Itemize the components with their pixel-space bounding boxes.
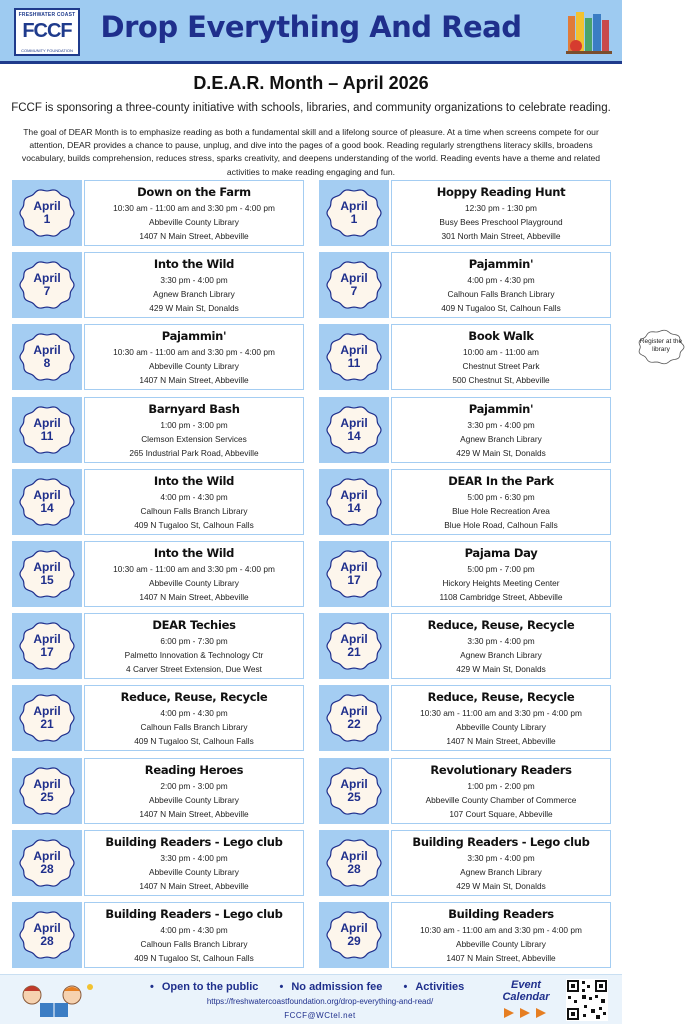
event-title: Reading Heroes xyxy=(144,762,244,777)
event-row xyxy=(319,902,611,968)
event-venue: Chestnut Street Park xyxy=(462,361,540,372)
event-title: Pajammin' xyxy=(161,329,227,344)
header-banner xyxy=(0,0,622,64)
event-month: April xyxy=(33,704,61,719)
event-venue: Agnew Branch Library xyxy=(153,289,235,300)
event-month: April xyxy=(33,559,61,574)
event-date xyxy=(326,778,382,804)
date-badge xyxy=(19,838,75,888)
event-date-panel xyxy=(319,685,389,751)
event-time: 4:00 pm - 4:30 pm xyxy=(160,491,228,502)
event-info xyxy=(84,613,304,679)
event-day: 11 xyxy=(40,428,54,443)
event-row xyxy=(12,613,304,679)
event-row xyxy=(319,830,611,896)
event-date-panel xyxy=(319,252,389,318)
event-date-panel xyxy=(12,324,82,390)
event-month: April xyxy=(340,920,368,935)
event-row xyxy=(12,758,304,824)
event-month: April xyxy=(33,848,61,863)
event-venue: Agnew Branch Library xyxy=(460,433,542,444)
event-month: April xyxy=(340,776,368,791)
date-badge xyxy=(326,260,382,310)
event-row xyxy=(12,830,304,896)
event-address: 409 N Tugaloo St, Calhoun Falls xyxy=(134,952,254,963)
event-time: 5:00 pm - 6:30 pm xyxy=(467,491,535,502)
event-day: 21 xyxy=(40,717,54,732)
event-date xyxy=(326,272,382,298)
event-time: 4:00 pm - 4:30 pm xyxy=(467,275,535,286)
event-date-panel xyxy=(12,685,82,751)
event-venue: Agnew Branch Library xyxy=(460,866,542,877)
event-day: 1 xyxy=(350,212,358,226)
event-title: Reduce, Reuse, Recycle xyxy=(427,618,575,633)
event-month: April xyxy=(340,632,368,647)
event-time: 5:00 pm - 7:00 pm xyxy=(467,563,535,574)
event-time: 3:30 pm - 4:00 pm xyxy=(467,852,535,863)
event-date xyxy=(326,633,382,659)
date-badge xyxy=(326,188,382,238)
event-info xyxy=(84,252,304,318)
event-venue: Agnew Branch Library xyxy=(460,650,542,661)
event-info xyxy=(391,902,611,968)
register-note-badge xyxy=(637,329,685,365)
event-day: 25 xyxy=(40,789,54,804)
event-address: 1407 N Main Street, Abbeville xyxy=(446,736,556,747)
event-month: April xyxy=(33,776,61,791)
event-address: 265 Industrial Park Road, Abbeville xyxy=(129,447,259,458)
event-title: Pajammin' xyxy=(468,257,534,272)
events-column-right xyxy=(319,180,683,974)
event-month: April xyxy=(340,271,368,286)
event-date-panel xyxy=(319,324,389,390)
event-info xyxy=(391,830,611,896)
event-day: 25 xyxy=(347,789,361,804)
event-address: 429 W Main St, Donalds xyxy=(456,664,546,675)
event-date xyxy=(326,850,382,876)
event-info xyxy=(84,397,304,463)
event-date xyxy=(19,850,75,876)
event-address: 1407 N Main Street, Abbeville xyxy=(139,808,249,819)
event-date-panel xyxy=(12,758,82,824)
event-title: Barnyard Bash xyxy=(148,401,240,416)
event-title: Pajama Day xyxy=(464,545,538,560)
event-month: April xyxy=(340,487,368,502)
event-address: 500 Chestnut St, Abbeville xyxy=(452,375,550,386)
event-date xyxy=(19,561,75,587)
fccf-logo xyxy=(14,8,80,56)
event-date-panel xyxy=(319,469,389,535)
event-title: Hoppy Reading Hunt xyxy=(436,185,566,199)
event-venue: Calhoun Falls Branch Library xyxy=(140,505,248,516)
event-month: April xyxy=(33,271,61,286)
footer xyxy=(0,974,622,1024)
date-badge xyxy=(326,766,382,816)
event-day: 29 xyxy=(347,933,361,948)
event-month: April xyxy=(33,343,61,358)
event-day: 28 xyxy=(40,933,54,948)
event-row xyxy=(319,685,611,751)
event-info xyxy=(391,180,611,246)
event-info xyxy=(391,397,611,463)
date-badge xyxy=(326,332,382,382)
event-time: 10:00 am - 11:00 am xyxy=(463,347,539,358)
event-time: 1:00 pm - 3:00 pm xyxy=(160,419,228,430)
date-badge xyxy=(19,405,75,455)
event-date xyxy=(326,344,382,370)
calendar-label-line1: Event xyxy=(511,979,541,991)
event-month: April xyxy=(33,415,61,430)
event-title: Into the Wild xyxy=(153,473,235,488)
event-title: Reduce, Reuse, Recycle xyxy=(427,690,575,705)
event-title: Pajammin' xyxy=(468,401,534,416)
date-badge xyxy=(19,621,75,671)
date-badge xyxy=(19,766,75,816)
event-date xyxy=(19,633,75,659)
event-title: Into the Wild xyxy=(153,257,235,272)
event-day: 7 xyxy=(43,284,51,299)
event-date-panel xyxy=(319,613,389,679)
event-venue: Busy Bees Preschool Playground xyxy=(439,217,563,227)
logo-bottom-text: COMMUNITY FOUNDATION xyxy=(21,48,73,53)
date-badge xyxy=(19,477,75,527)
kids-reading-icon xyxy=(10,981,98,1021)
event-info xyxy=(84,902,304,968)
event-date xyxy=(19,344,75,370)
event-date-panel xyxy=(12,180,82,246)
event-address: 301 North Main Street, Abbeville xyxy=(441,231,561,241)
arrow-right-icon xyxy=(502,1007,552,1019)
event-day: 21 xyxy=(347,645,361,660)
events-column-left xyxy=(12,180,304,974)
event-month: April xyxy=(340,848,368,863)
event-row xyxy=(319,613,611,679)
event-info xyxy=(391,685,611,751)
event-date xyxy=(19,272,75,298)
event-title: Building Readers - Lego club xyxy=(412,834,590,849)
event-address: 409 N Tugaloo St, Calhoun Falls xyxy=(134,736,254,747)
event-time: 1:00 pm - 2:00 pm xyxy=(467,780,535,791)
event-address: 429 W Main St, Donalds xyxy=(456,447,546,458)
event-venue: Abbeville County Library xyxy=(149,361,239,372)
subtitle: FCCF is sponsoring a three-county initiative with schools, libraries, and community organizations to celebrate reading. xyxy=(11,102,611,114)
event-row xyxy=(319,252,611,318)
event-info xyxy=(84,469,304,535)
event-month: April xyxy=(340,559,368,574)
event-date-panel xyxy=(12,397,82,463)
event-day: 1 xyxy=(43,212,51,226)
event-date xyxy=(326,922,382,948)
event-month: April xyxy=(340,343,368,358)
event-info xyxy=(84,324,304,390)
event-row xyxy=(12,685,304,751)
event-row xyxy=(12,324,304,390)
event-row xyxy=(12,902,304,968)
event-time: 12:30 pm - 1:30 pm xyxy=(465,203,537,213)
date-badge xyxy=(326,477,382,527)
event-time: 3:30 pm - 4:00 pm xyxy=(467,636,535,647)
event-date-panel xyxy=(319,180,389,246)
event-title: Reduce, Reuse, Recycle xyxy=(120,690,268,705)
logo-top-text: FRESHWATER COAST xyxy=(18,12,76,18)
event-venue: Abbeville County Library xyxy=(456,722,546,733)
date-badge xyxy=(326,693,382,743)
event-row xyxy=(319,469,611,535)
qr-code-icon[interactable] xyxy=(566,979,608,1021)
event-info xyxy=(391,758,611,824)
date-badge xyxy=(19,332,75,382)
event-venue: Calhoun Falls Branch Library xyxy=(447,289,555,300)
event-info xyxy=(84,685,304,751)
calendar-label-line2: Calendar xyxy=(502,991,550,1003)
event-day: 15 xyxy=(40,572,54,587)
event-title: Revolutionary Readers xyxy=(430,762,572,777)
event-date-panel xyxy=(319,541,389,607)
event-day: 7 xyxy=(350,284,358,299)
event-date xyxy=(326,200,382,226)
event-date-panel xyxy=(12,469,82,535)
event-address: 429 W Main St, Donalds xyxy=(149,303,239,314)
books-icon xyxy=(566,10,612,54)
event-address: 1108 Cambridge Street, Abbeville xyxy=(439,591,563,602)
event-venue: Abbeville County Library xyxy=(149,866,239,877)
event-address: Blue Hole Road, Calhoun Falls xyxy=(444,519,558,530)
event-date xyxy=(19,200,75,226)
event-time: 3:30 pm - 4:00 pm xyxy=(160,852,228,863)
event-day: 28 xyxy=(347,861,361,876)
event-venue: Abbeville County Library xyxy=(149,794,239,805)
event-row xyxy=(12,180,304,246)
date-badge xyxy=(19,188,75,238)
event-time: 10:30 am - 11:00 am and 3:30 pm - 4:00 pm xyxy=(420,708,582,719)
event-month: April xyxy=(33,920,61,935)
date-badge xyxy=(19,910,75,960)
event-venue: Blue Hole Recreation Area xyxy=(452,505,550,516)
event-date xyxy=(19,705,75,731)
date-badge xyxy=(326,910,382,960)
event-day: 14 xyxy=(347,500,361,515)
event-title: Building Readers - Lego club xyxy=(105,834,283,849)
event-row xyxy=(12,252,304,318)
event-row xyxy=(319,180,611,246)
email-link[interactable]: FCCF@WCtel.net xyxy=(284,1011,356,1020)
event-time: 10:30 am - 11:00 am and 3:30 pm - 4:00 pm xyxy=(420,924,582,935)
event-address: 429 W Main St, Donalds xyxy=(456,880,546,891)
logo-main-text: FCCF xyxy=(22,20,72,42)
feature-free: • No admission fee xyxy=(279,981,382,993)
event-row xyxy=(319,397,611,463)
page-title: Drop Everything And Read xyxy=(100,10,522,44)
event-date xyxy=(326,417,382,443)
event-date xyxy=(326,489,382,515)
event-venue: Abbeville County Library xyxy=(149,577,239,588)
event-day: 14 xyxy=(40,500,54,515)
event-month: April xyxy=(33,487,61,502)
event-row xyxy=(319,324,683,390)
event-time: 10:30 am - 11:00 am and 3:30 pm - 4:00 pm xyxy=(113,203,275,213)
event-time: 3:30 pm - 4:00 pm xyxy=(160,275,228,286)
event-title: Book Walk xyxy=(468,329,534,344)
event-info xyxy=(391,252,611,318)
event-calendar-label[interactable] xyxy=(496,979,556,1003)
event-date xyxy=(19,922,75,948)
event-row xyxy=(12,469,304,535)
event-row xyxy=(12,397,304,463)
feature-list xyxy=(150,981,490,993)
date-badge xyxy=(326,621,382,671)
website-link[interactable]: https://freshwatercoastfoundation.org/drop-everything-and-read/ xyxy=(206,997,434,1006)
event-venue: Calhoun Falls Branch Library xyxy=(140,938,248,949)
event-address: 409 N Tugaloo St, Calhoun Falls xyxy=(441,303,561,314)
event-info xyxy=(84,180,304,246)
event-date-panel xyxy=(319,758,389,824)
date-badge xyxy=(326,838,382,888)
event-month: April xyxy=(33,199,61,213)
event-title: DEAR In the Park xyxy=(448,473,554,488)
event-info xyxy=(391,324,683,390)
date-badge xyxy=(19,549,75,599)
event-date xyxy=(19,417,75,443)
event-month: April xyxy=(340,199,368,213)
date-badge xyxy=(326,405,382,455)
month-title: D.E.A.R. Month – April 2026 xyxy=(193,73,429,93)
event-info xyxy=(391,469,611,535)
event-venue: Hickory Heights Meeting Center xyxy=(442,577,560,588)
event-info xyxy=(84,758,304,824)
event-date-panel xyxy=(12,830,82,896)
date-badge xyxy=(19,693,75,743)
register-note: Register at the library xyxy=(639,338,683,354)
event-info xyxy=(391,541,611,607)
event-address: 1407 N Main Street, Abbeville xyxy=(139,231,249,241)
event-address: 409 N Tugaloo St, Calhoun Falls xyxy=(134,519,254,530)
event-day: 17 xyxy=(347,572,361,587)
event-date-panel xyxy=(319,902,389,968)
event-address: 1407 N Main Street, Abbeville xyxy=(446,952,556,963)
event-time: 6:00 pm - 7:30 pm xyxy=(160,636,228,647)
event-venue: Abbeville County Chamber of Commerce xyxy=(425,794,577,805)
event-venue: Clemson Extension Services xyxy=(141,433,247,444)
event-day: 22 xyxy=(347,717,361,732)
event-month: April xyxy=(340,704,368,719)
feature-public: • Open to the public xyxy=(150,981,258,993)
event-venue: Palmetto Innovation & Technology Ctr xyxy=(124,650,264,661)
event-date xyxy=(326,705,382,731)
event-address: 4 Carver Street Extension, Due West xyxy=(126,664,262,675)
event-title: Building Readers xyxy=(448,906,554,921)
event-day: 8 xyxy=(43,356,51,371)
event-time: 4:00 pm - 4:30 pm xyxy=(160,924,228,935)
event-month: April xyxy=(33,632,61,647)
event-day: 28 xyxy=(40,861,54,876)
event-date xyxy=(19,778,75,804)
event-title: DEAR Techies xyxy=(152,618,236,633)
event-venue: Abbeville County Library xyxy=(456,938,546,949)
event-day: 11 xyxy=(347,356,361,371)
event-date-panel xyxy=(12,541,82,607)
event-time: 10:30 am - 11:00 am and 3:30 pm - 4:00 pm xyxy=(113,347,275,358)
event-title: Into the Wild xyxy=(153,545,235,560)
event-time: 4:00 pm - 4:30 pm xyxy=(160,708,228,719)
event-time: 2:00 pm - 3:00 pm xyxy=(160,780,228,791)
event-date-panel xyxy=(12,613,82,679)
event-date-panel xyxy=(319,397,389,463)
event-month: April xyxy=(340,415,368,430)
date-badge xyxy=(326,549,382,599)
event-date-panel xyxy=(319,830,389,896)
event-title: Down on the Farm xyxy=(137,185,251,199)
event-day: 17 xyxy=(40,645,54,660)
feature-activities: • Activities xyxy=(403,981,464,993)
event-venue: Calhoun Falls Branch Library xyxy=(140,722,248,733)
event-row xyxy=(12,541,304,607)
event-row xyxy=(319,541,611,607)
event-address: 1407 N Main Street, Abbeville xyxy=(139,880,249,891)
event-title: Building Readers - Lego club xyxy=(105,906,283,921)
event-row xyxy=(319,758,611,824)
event-date-panel xyxy=(12,252,82,318)
event-address: 1407 N Main Street, Abbeville xyxy=(139,591,249,602)
event-time: 10:30 am - 11:00 am and 3:30 pm - 4:00 pm xyxy=(113,563,275,574)
intro-paragraph: The goal of DEAR Month is to emphasize reading as both a fundamental skill and a lifelong source of pleasure. At a time when screens compete for our attention, DEAR provides a chance to pause, unplug, and dive into the pages of a good book. Reading regularly strengthens literacy skills, broadens vocabulary, builds comprehension, reduces stress, sparks creativity, and deepens understanding of the world. Reading events have a theme and related activities to make reading engaging and fun. xyxy=(21,127,601,177)
event-date xyxy=(326,561,382,587)
event-info xyxy=(84,541,304,607)
event-time: 3:30 pm - 4:00 pm xyxy=(467,419,535,430)
event-info xyxy=(84,830,304,896)
event-day: 14 xyxy=(347,428,361,443)
event-date-panel xyxy=(12,902,82,968)
event-address: 107 Court Square, Abbeville xyxy=(449,808,553,819)
event-info xyxy=(391,613,611,679)
event-date xyxy=(19,489,75,515)
event-venue: Abbeville County Library xyxy=(149,217,239,227)
event-address: 1407 N Main Street, Abbeville xyxy=(139,375,249,386)
date-badge xyxy=(19,260,75,310)
